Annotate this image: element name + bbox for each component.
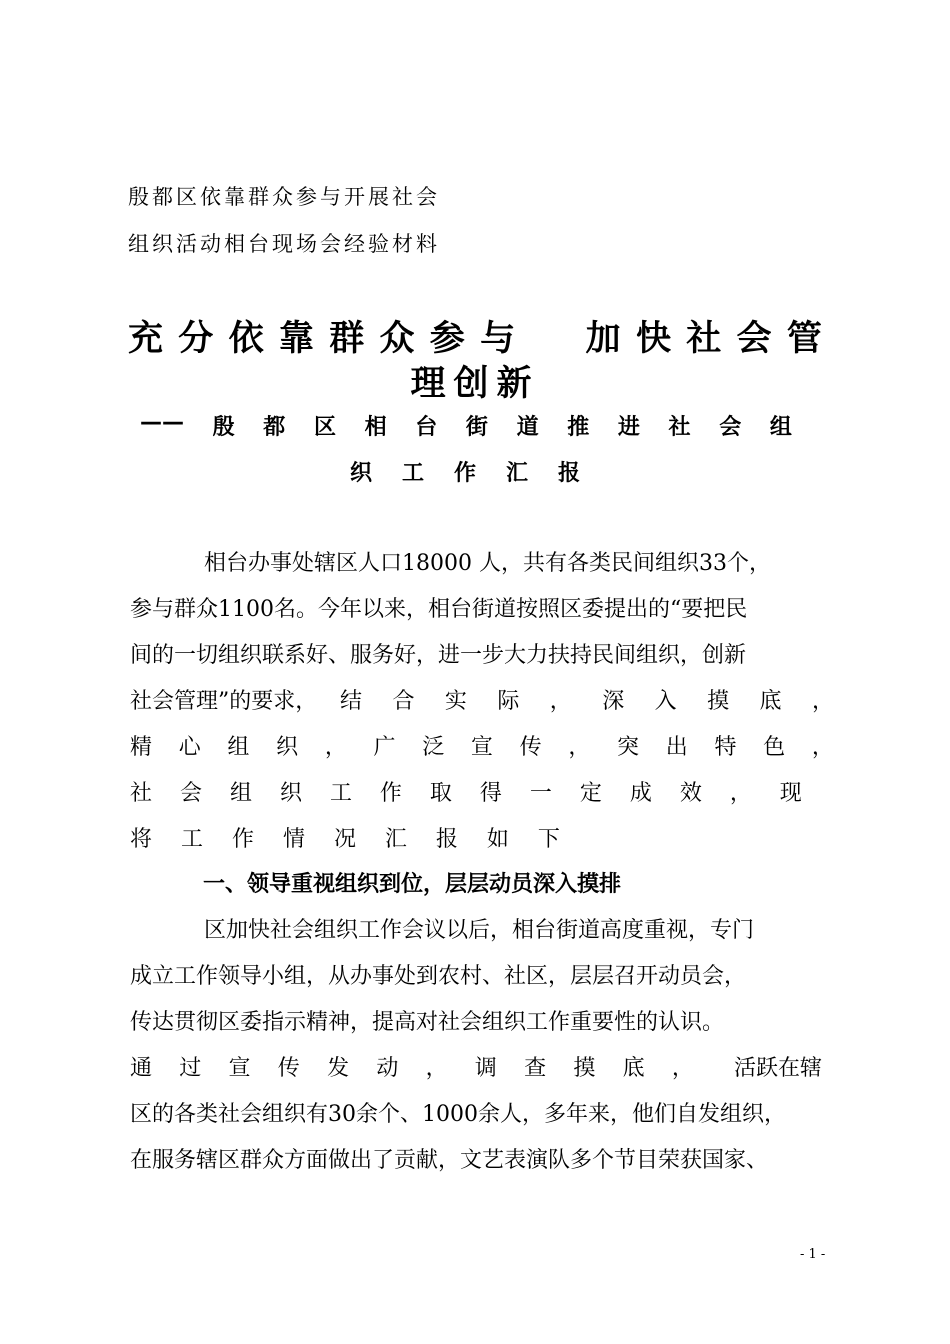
- subtitle-char: 台: [415, 415, 438, 440]
- body-char: 效: [679, 781, 702, 806]
- section-1-line-5: 区的各类社会组织有30余个、1000余人，多年来，他们自发组织，: [130, 1102, 786, 1127]
- subtitle-char: 街: [465, 415, 488, 440]
- document-subtitle-line-1: [140, 410, 792, 441]
- body-char: 一: [529, 781, 552, 806]
- body-char: 出: [665, 735, 688, 760]
- body-char: 传: [519, 735, 542, 760]
- title-char: 依: [228, 319, 264, 359]
- body-char: 取: [429, 781, 452, 806]
- page-number: - 1 -: [800, 1247, 826, 1262]
- subtitle-char: 汇: [505, 461, 528, 486]
- body-char: 泛: [422, 735, 445, 760]
- section-1-heading: 一、领导重视组织到位，层层动员深入摸排: [203, 872, 622, 897]
- body-char: 成: [629, 781, 652, 806]
- body-char: 合: [392, 689, 415, 714]
- body-char: 社: [130, 781, 153, 806]
- body-char: 况: [333, 827, 356, 852]
- body-char: 查: [524, 1056, 547, 1081]
- title-char: 管: [786, 319, 822, 359]
- title-gap: [530, 311, 570, 361]
- section-1-line-1: 区加快社会组织工作会议以后，相台街道高度重视，专门: [204, 918, 755, 943]
- body-char: 际: [497, 689, 520, 714]
- body-char: 得: [479, 781, 502, 806]
- body-char: 摸: [573, 1056, 596, 1081]
- body-char: 组: [229, 781, 252, 806]
- body-char: 入: [654, 689, 677, 714]
- body-char: 发: [327, 1056, 350, 1081]
- title-char: 参: [429, 319, 465, 359]
- subtitle-char: ——: [140, 410, 184, 435]
- title-char: 与: [480, 319, 516, 359]
- subtitle-char: 作: [453, 461, 476, 486]
- paragraph-1-line-4-spread: [340, 684, 834, 715]
- body-char: 现: [779, 781, 802, 806]
- body-char: 结: [340, 689, 363, 714]
- section-1-line-4-spread: [130, 1051, 694, 1082]
- subtitle-char: 报: [557, 461, 580, 486]
- document-subtitle-line-2: [350, 456, 580, 487]
- section-1-line-4-end: 活跃在辖: [734, 1056, 823, 1081]
- body-char: 调: [474, 1056, 497, 1081]
- subtitle-char: 会: [719, 415, 742, 440]
- body-char: 宣: [470, 735, 493, 760]
- subtitle-char: 相: [364, 415, 387, 440]
- body-char: 突: [617, 735, 640, 760]
- title-char: 社: [686, 319, 722, 359]
- body-char: 作: [379, 781, 402, 806]
- header-line-2: 组织活动相台现场会经验材料: [128, 232, 440, 256]
- body-char: 广: [373, 735, 396, 760]
- body-char: ，: [671, 1056, 694, 1081]
- title-char: 充: [128, 319, 164, 359]
- body-char: ，: [568, 735, 591, 760]
- subtitle-char: 工: [401, 461, 424, 486]
- body-char: 会: [179, 781, 202, 806]
- body-char: ，: [425, 1056, 448, 1081]
- body-char: ，: [549, 689, 572, 714]
- body-char: 精: [130, 735, 153, 760]
- paragraph-1-line-7: [130, 822, 560, 853]
- title-char: 分: [178, 319, 214, 359]
- body-char: 汇: [384, 827, 407, 852]
- body-char: 织: [276, 735, 299, 760]
- body-char: 特: [714, 735, 737, 760]
- body-char: 织: [279, 781, 302, 806]
- paragraph-1-line-2: 参与群众1100名。今年以来，相台街道按照区委提出的“要把民: [130, 597, 748, 622]
- body-char: ，: [729, 781, 752, 806]
- section-1-line-2: 成立工作领导小组，从办事处到农村、社区，层层召开动员会，: [130, 964, 747, 989]
- body-char: 组: [227, 735, 250, 760]
- body-char: 将: [130, 827, 153, 852]
- header-line-1: 殷都区依靠群众参与开展社会: [128, 185, 440, 209]
- body-char: 过: [179, 1056, 202, 1081]
- title-char: 靠: [278, 319, 314, 359]
- body-char: 如: [486, 827, 509, 852]
- title-char: 众: [379, 319, 415, 359]
- document-title-line-1: [128, 311, 822, 361]
- subtitle-char: 进: [617, 415, 640, 440]
- body-char: 传: [277, 1056, 300, 1081]
- body-char: 下: [537, 827, 560, 852]
- paragraph-1-line-1: 相台办事处辖区人口18000 人，共有各类民间组织33个，: [204, 551, 771, 576]
- body-char: 色: [763, 735, 786, 760]
- body-char: 情: [282, 827, 305, 852]
- subtitle-char: 都: [263, 415, 286, 440]
- section-1-line-3: 传达贯彻区委指示精神，提高对社会组织工作重要性的认识。: [130, 1010, 725, 1035]
- body-char: ，: [811, 689, 834, 714]
- body-char: 心: [178, 735, 201, 760]
- subtitle-char: 殷: [212, 415, 235, 440]
- section-1-line-6: 在服务辖区群众方面做出了贡献，文艺表演队多个节目荣获国家、: [130, 1148, 769, 1173]
- body-char: 作: [231, 827, 254, 852]
- body-char: 实: [444, 689, 467, 714]
- body-char: 深: [602, 689, 625, 714]
- subtitle-char: 组: [769, 415, 792, 440]
- paragraph-1-line-3: 间的一切组织联系好、服务好，进一步大力扶持民间组织，创新: [130, 643, 747, 668]
- title-char: 会: [736, 319, 772, 359]
- body-char: ，: [324, 735, 347, 760]
- subtitle-char: 织: [350, 461, 373, 486]
- body-char: 通: [130, 1056, 153, 1081]
- body-char: ，: [811, 735, 834, 760]
- subtitle-char: 道: [516, 415, 539, 440]
- subtitle-char: 区: [313, 415, 336, 440]
- body-char: 宣: [228, 1056, 251, 1081]
- body-char: 动: [376, 1056, 399, 1081]
- paragraph-1-line-6: [130, 776, 802, 807]
- body-char: 定: [579, 781, 602, 806]
- body-char: 摸: [707, 689, 730, 714]
- subtitle-char: 社: [668, 415, 691, 440]
- title-char: 群: [329, 319, 365, 359]
- body-char: 底: [622, 1056, 645, 1081]
- title-char: 快: [635, 319, 671, 359]
- paragraph-1-line-4-start: 社会管理”的要求，: [130, 689, 318, 714]
- body-char: 报: [435, 827, 458, 852]
- body-char: 底: [759, 689, 782, 714]
- body-char: 工: [329, 781, 352, 806]
- paragraph-1-line-5: [130, 730, 834, 761]
- document-title-line-2: 理创新: [410, 364, 540, 404]
- body-char: 工: [180, 827, 203, 852]
- subtitle-char: 推: [567, 415, 590, 440]
- title-char: 加: [585, 319, 621, 359]
